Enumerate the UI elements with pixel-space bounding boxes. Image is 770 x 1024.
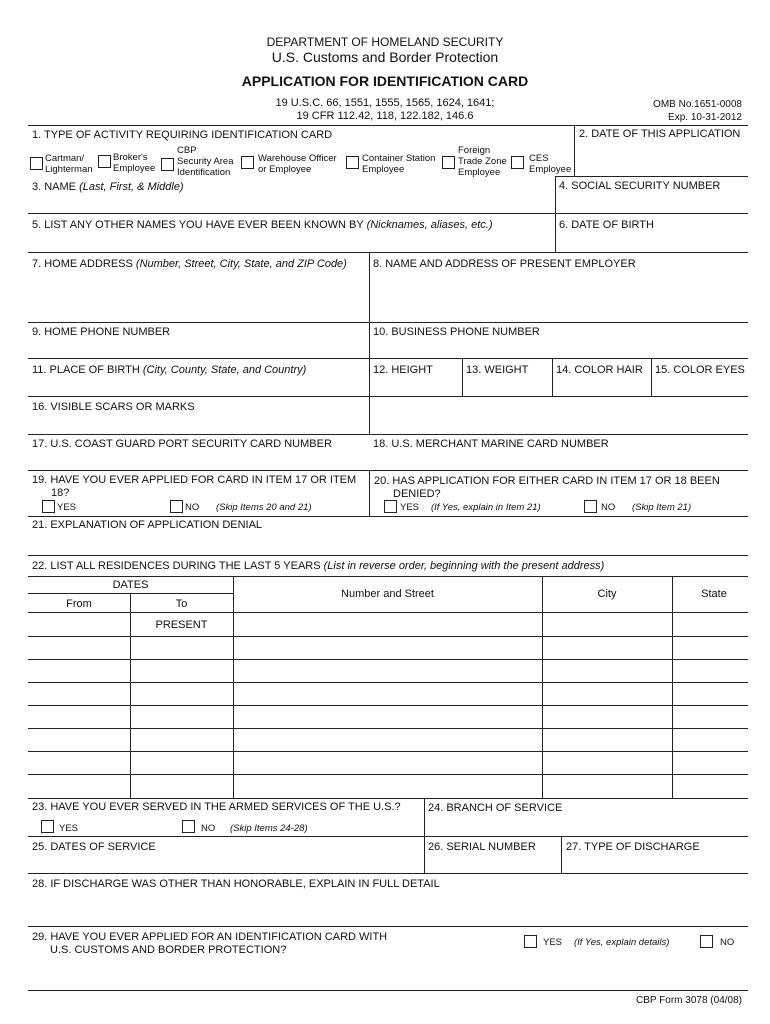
form-number: CBP Form 3078 (04/08): [636, 995, 742, 1006]
foreign-trade-zone-label: Employee: [458, 167, 501, 178]
warehouse-label: or Employee: [258, 164, 312, 175]
field-11-label: 11. PLACE OF BIRTH (City, County, State, and Country): [32, 364, 307, 376]
field-29-label: 29. HAVE YOU EVER APPLIED FOR AN IDENTIFICATION CARD WITH: [32, 931, 388, 943]
rule: [28, 396, 748, 397]
broker-label: Broker's: [113, 152, 148, 163]
warehouse-label: Warehouse Officer: [258, 153, 337, 164]
rule: [561, 836, 562, 873]
broker-label: Employee: [113, 163, 156, 174]
field-23-no-checkbox[interactable]: [182, 820, 195, 833]
field-25-label: 25. DATES OF SERVICE: [32, 841, 156, 853]
field-20-no-note: (Skip Item 21): [632, 502, 692, 513]
field-23-note: (Skip Items 24-28): [230, 823, 308, 834]
field-9-label: 9. HOME PHONE NUMBER: [32, 326, 171, 338]
field-26-label: 26. SERIAL NUMBER: [428, 841, 536, 853]
department-name: DEPARTMENT OF HOMELAND SECURITY: [266, 35, 504, 49]
field-19-no-label: NO: [185, 502, 200, 513]
field-5-label: 5. LIST ANY OTHER NAMES YOU HAVE EVER BEEN KNOWN BY (Nicknames, aliases, etc.): [32, 219, 493, 231]
field-23-yes-checkbox[interactable]: [41, 820, 54, 833]
from-header: From: [66, 598, 92, 610]
rule: [28, 252, 748, 253]
field-8-label: 8. NAME AND ADDRESS OF PRESENT EMPLOYER: [373, 258, 636, 270]
street-header: Number and Street: [341, 588, 434, 600]
field-27-label: 27. TYPE OF DISCHARGE: [566, 841, 700, 853]
field-20-yes-note: (If Yes, explain in Item 21): [431, 502, 541, 513]
authority-line-1: 19 U.S.C. 66, 1551, 1555, 1565, 1624, 1641;: [275, 97, 495, 109]
rule: [28, 125, 748, 126]
field-29-yes-label: YES: [543, 937, 563, 948]
field-4-label: 4. SOCIAL SECURITY NUMBER: [559, 180, 721, 192]
ces-label: CES: [529, 153, 549, 164]
rule: [28, 612, 748, 613]
container-station-label: Employee: [362, 164, 405, 175]
omb-number: OMB No.1651-0008: [653, 99, 742, 110]
field-16-label: 16. VISIBLE SCARS OR MARKS: [32, 401, 195, 413]
cbp-security-label: CBP: [177, 145, 197, 156]
rule: [233, 576, 234, 798]
rule: [28, 926, 748, 927]
field-13-label: 13. WEIGHT: [466, 364, 529, 376]
authority-line-2: 19 CFR 112.42, 118, 122.182, 146.6: [296, 110, 474, 122]
rule: [28, 636, 748, 637]
rule: [28, 682, 748, 683]
rule: [672, 576, 673, 798]
field-14-label: 14. COLOR HAIR: [556, 364, 643, 376]
rule: [28, 576, 748, 577]
field-29-no-checkbox[interactable]: [700, 935, 713, 948]
city-header: City: [597, 588, 617, 600]
expiration-date: Exp. 10-31-2012: [668, 112, 742, 123]
rule: [369, 252, 370, 434]
rule: [542, 576, 543, 798]
field-28-label: 28. IF DISCHARGE WAS OTHER THAN HONORABLE, EXPLAIN IN FULL DETAIL: [32, 878, 440, 890]
field-19-label: 18?: [51, 487, 70, 499]
field-15-label: 15. COLOR EYES: [655, 364, 745, 376]
dates-header: DATES: [112, 579, 149, 591]
field-29-no-label: NO: [720, 937, 735, 948]
field-20-yes-label: YES: [400, 502, 420, 513]
field-23-no-label: NO: [201, 823, 216, 834]
cartman-label: Cartman/: [45, 153, 85, 164]
rule: [574, 125, 575, 176]
field-20-label: 20. HAS APPLICATION FOR EITHER CARD IN ITEM 17 OR 18 BEEN: [374, 475, 720, 487]
field-20-no-label: NO: [601, 502, 616, 513]
container-station-label: Container Station: [362, 153, 436, 164]
ces-checkbox[interactable]: [511, 156, 524, 169]
rule: [28, 555, 748, 556]
rule: [28, 873, 748, 874]
field-29-label: U.S. CUSTOMS AND BORDER PROTECTION?: [50, 944, 287, 956]
rule: [28, 705, 748, 706]
field-12-label: 12. HEIGHT: [373, 364, 433, 376]
field-18-label: 18. U.S. MERCHANT MARINE CARD NUMBER: [373, 438, 609, 450]
field-6-label: 6. DATE OF BIRTH: [559, 219, 654, 231]
field-20-label: DENIED?: [393, 488, 441, 500]
cbp-security-checkbox[interactable]: [161, 158, 174, 171]
rule: [28, 434, 748, 435]
broker-checkbox[interactable]: [98, 155, 111, 168]
rule: [28, 728, 748, 729]
rule: [28, 990, 748, 991]
field-20-yes-checkbox[interactable]: [384, 500, 397, 513]
rule: [28, 470, 748, 471]
rule: [28, 516, 748, 517]
field-23-yes-label: YES: [59, 823, 79, 834]
field-20-no-checkbox[interactable]: [584, 500, 597, 513]
rule: [462, 358, 463, 396]
foreign-trade-zone-checkbox[interactable]: [442, 156, 455, 169]
rule: [28, 659, 748, 660]
rule: [28, 358, 748, 359]
field-3-label: 3. NAME (Last, First, & Middle): [32, 181, 184, 193]
form-title: APPLICATION FOR IDENTIFICATION CARD: [241, 73, 529, 89]
field-19-yes-checkbox[interactable]: [42, 500, 55, 513]
field-22-label: 22. LIST ALL RESIDENCES DURING THE LAST 5 YEARS (List in reverse order, beginning with the present address): [32, 560, 605, 572]
field-1-label: 1. TYPE OF ACTIVITY REQUIRING IDENTIFICATION CARD: [32, 129, 333, 141]
rule: [28, 322, 748, 323]
field-10-label: 10. BUSINESS PHONE NUMBER: [373, 326, 540, 338]
field-19-note: (Skip Items 20 and 21): [216, 502, 312, 513]
foreign-trade-zone-label: Trade Zone: [458, 156, 507, 167]
rule: [28, 213, 748, 214]
rule: [28, 751, 748, 752]
rule: [555, 176, 556, 252]
cartman-checkbox[interactable]: [30, 157, 43, 170]
cbp-security-label: Identification: [177, 167, 231, 178]
field-21-label: 21. EXPLANATION OF APPLICATION DENIAL: [32, 519, 263, 531]
field-29-yes-checkbox[interactable]: [524, 935, 537, 948]
warehouse-checkbox[interactable]: [241, 156, 254, 169]
field-17-label: 17. U.S. COAST GUARD PORT SECURITY CARD NUMBER: [32, 438, 332, 450]
field-19-yes-label: YES: [57, 502, 77, 513]
rule: [651, 358, 652, 396]
container-station-checkbox[interactable]: [346, 156, 359, 169]
ces-label: Employee: [529, 164, 572, 175]
rule: [28, 798, 748, 799]
rule: [424, 798, 425, 873]
rule: [555, 176, 748, 177]
foreign-trade-zone-label: Foreign: [458, 145, 491, 156]
rule: [369, 470, 370, 516]
cbp-security-label: Security Area: [177, 156, 234, 167]
to-header: To: [175, 598, 188, 610]
field-29-note: (If Yes, explain details): [574, 937, 670, 948]
field-2-label: 2. DATE OF THIS APPLICATION: [579, 128, 741, 140]
field-7-label: 7. HOME ADDRESS (Number, Street, City, State, and ZIP Code): [32, 258, 347, 270]
field-23-label: 23. HAVE YOU EVER SERVED IN THE ARMED SERVICES OF THE U.S.?: [32, 801, 401, 813]
field-19-label: 19. HAVE YOU EVER APPLIED FOR CARD IN ITEM 17 OR ITEM: [32, 474, 357, 486]
field-19-no-checkbox[interactable]: [170, 500, 183, 513]
field-24-label: 24. BRANCH OF SERVICE: [428, 802, 563, 814]
rule: [28, 836, 748, 837]
cartman-label: Lighterman: [45, 164, 93, 175]
state-header: State: [701, 588, 727, 600]
rule: [28, 774, 748, 775]
agency-name: U.S. Customs and Border Protection: [271, 49, 499, 65]
present-label: PRESENT: [155, 619, 208, 631]
rule: [552, 358, 553, 396]
